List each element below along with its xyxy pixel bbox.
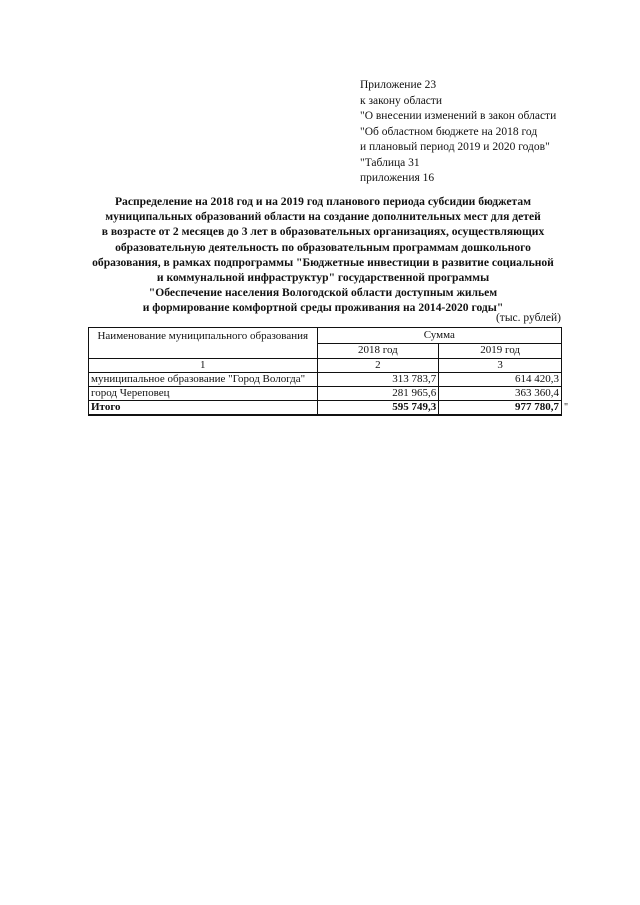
amount-2018: 281 965,6 [317, 387, 439, 401]
title-line: муниципальных образований области на создание дополнительных мест для детей [105, 210, 541, 224]
title-line: и коммунальной инфраструктур" государственной программы [156, 271, 490, 285]
header-line: "Об областном бюджете на 2018 год [360, 125, 538, 138]
title-line: Распределение на 2018 год и на 2019 год планового периода субсидии бюджетам [114, 195, 532, 208]
col-number: 2 [317, 359, 439, 373]
municipality-name: муниципальное образование "Город Вологда" [89, 373, 318, 387]
units-label: (тыс. рублей) [495, 312, 561, 324]
amount-2018: 313 783,7 [317, 373, 439, 387]
col-name-header: Наименование муниципального образования [89, 328, 318, 359]
header-line: приложения 16 [360, 172, 435, 184]
title-line: "Обеспечение населения Вологодской области доступным жильем [148, 286, 498, 300]
sum-header: Сумма [317, 328, 561, 344]
table-row [89, 373, 562, 387]
table-row [89, 387, 562, 401]
col-number: 1 [89, 359, 318, 373]
header-line: к закону области [360, 94, 443, 107]
total-row [89, 401, 562, 416]
total-label: Итого [89, 401, 318, 416]
title-line: и формирование комфортной среды проживания на 2014-2020 годы" [142, 301, 504, 315]
total-2019: 977 780,7 [439, 401, 562, 416]
closing-quote: " [564, 402, 569, 413]
total-2018: 595 749,3 [317, 401, 439, 416]
header-line: и плановый период 2019 и 2020 годов" [360, 141, 550, 153]
municipality-name: город Череповец [89, 387, 318, 401]
header-line: "Таблица 31 [360, 156, 420, 169]
budget-table [88, 327, 562, 416]
table-header-row [89, 328, 562, 344]
header-line: Приложение 23 [360, 79, 437, 91]
title-line: в возрасте от 2 месяцев до 3 лет в образовательных организациях, осуществляющих [101, 225, 545, 239]
col-number: 3 [439, 359, 562, 373]
year-header-2018: 2018 год [317, 343, 439, 359]
appendix-header [360, 78, 556, 187]
document-title [80, 194, 566, 316]
column-number-row [89, 359, 562, 373]
title-line: образовательную деятельность по образовательным программам дошкольного [115, 240, 531, 254]
header-line: "О внесении изменений в закон области [360, 110, 557, 122]
year-header-2019: 2019 год [439, 343, 562, 359]
title-line: образования, в рамках подпрограммы "Бюджетные инвестиции в развитие социальной [92, 255, 554, 269]
amount-2019: 363 360,4 [439, 387, 562, 401]
amount-2019: 614 420,3 [439, 373, 562, 387]
